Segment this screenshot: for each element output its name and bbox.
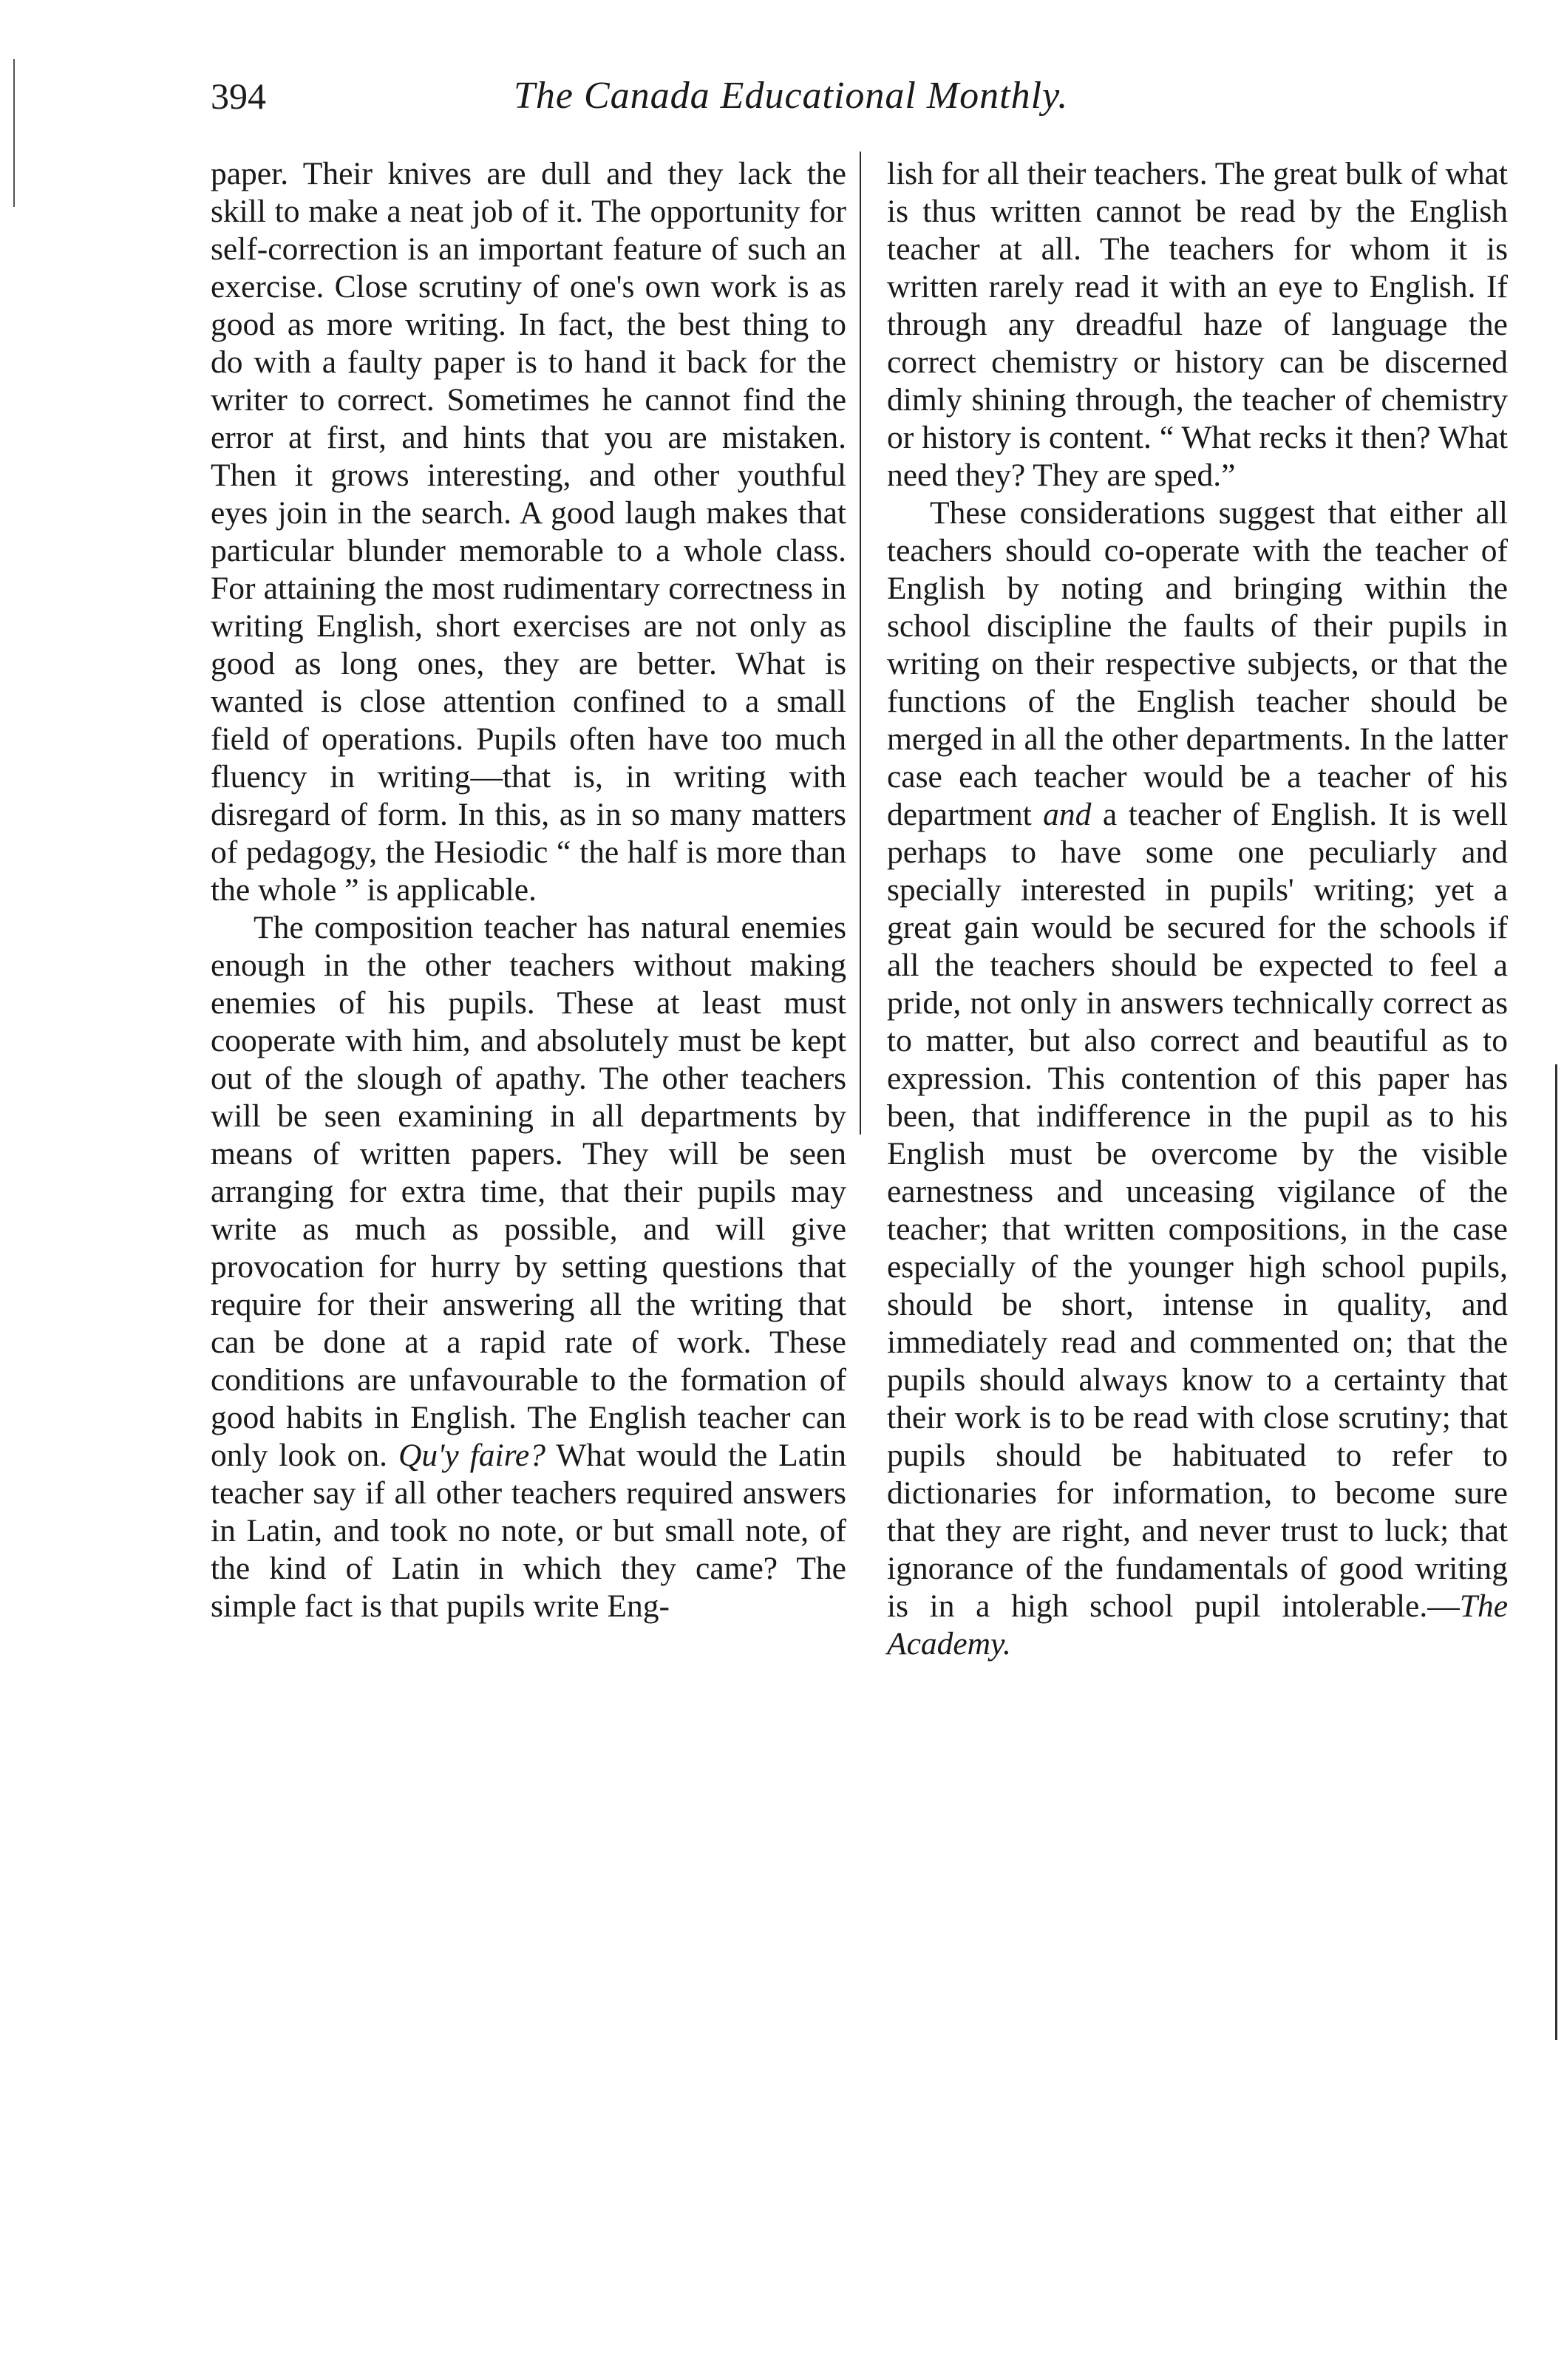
right-paragraph-2 bbox=[887, 494, 1508, 1663]
right-paragraph-1-text: lish for all their teachers. The great bulk of what is thus written cannot be read by the English teacher at all. The teachers for whom it is written rarely read it with an eye to English. If through any dreadful haze of language the correct chemistry or history can be discerned dimly shining through, the teacher of chemistry or history is content. “ What recks it then? What need they? They are sped.” bbox=[887, 156, 1508, 493]
scan-edge-mark-right bbox=[1555, 1064, 1557, 2040]
right-paragraph-2-text-a: These considerations suggest that either all teachers should co-operate with the teacher of English by noting and bringing within the school discipline the faults of their pupils in writing on their respective subjects, or that the functions of the English teacher should be merged in all the other departments. In the latter case each teacher would be a teacher of his department bbox=[887, 495, 1508, 832]
left-paragraph-2-italic: Qu'y faire? bbox=[398, 1438, 545, 1473]
left-paragraph-2-text-a: The composition teacher has natural enemies enough in the other teachers without making enemies of his pupils. These at least must cooperate with him, and absolutely must be kept out of the slough of apathy. The other teachers will be seen examining in all departments by means of written papers. They will be seen arranging for extra time, that their pupils may write as much as possible, and will give provocation for hurry by setting questions that require for their answering all the writing that can be done at a rapid rate of work. These conditions are unfavourable to the formation of good habits in English. The English teacher can only look on. bbox=[211, 910, 846, 1473]
left-paragraph-1-text: paper. Their knives are dull and they lack the skill to make a neat job of it. The opportunity for self-correction is an important feature of such an exercise. Close scrutiny of one's own work is as good as more writing. In fact, the best thing to do with a faulty paper is to hand it back for the writer to correct. Sometimes he cannot find the error at first, and hints that you are mistaken. Then it grows interesting, and other youthful eyes join in the search. A good laugh makes that particular blunder memorable to a whole class. For attaining the most rudimentary correctness in writing English, short exercises are not only as good as long ones, they are better. What is wanted is close attention confined to a small field of operations. Pupils often have too much fluency in writing—that is, in writing with disregard of form. In this, as in so many matters of pedagogy, the Hesiodic “ the half is more than the whole ” is applicable. bbox=[211, 156, 846, 908]
right-paragraph-2-italic: and bbox=[1043, 797, 1092, 832]
source-attribution: The Academy. bbox=[887, 1588, 1508, 1662]
right-paragraph-1 bbox=[887, 155, 1508, 494]
left-column bbox=[211, 155, 846, 1625]
page-number: 394 bbox=[211, 75, 266, 117]
scan-edge-mark-left bbox=[13, 59, 15, 207]
running-title: The Canada Educational Monthly. bbox=[514, 75, 1069, 117]
left-paragraph-2 bbox=[211, 909, 846, 1625]
running-header bbox=[211, 63, 1201, 129]
left-paragraph-1 bbox=[211, 155, 846, 909]
left-paragraph-2-text-b: What would the Latin teacher say if all other teachers required answers in Latin, and took no note, or but small note, of the kind of Latin in which they came? The simple fact is that pupils write Eng- bbox=[211, 1438, 846, 1624]
right-column bbox=[887, 155, 1508, 1663]
column-divider bbox=[860, 152, 861, 1135]
right-paragraph-2-text-b: a teacher of English. It is well perhaps to have some one peculiarly and specially interested in pupils' writing; yet a great gain would be secured for the schools if all the teachers should be expected to feel a pride, not only in answers technically correct as to matter, but also correct and beautiful as to expression. This contention of this paper has been, that indifference in the pupil as to his English must be overcome by the visible earnestness and unceasing vigilance of the teacher; that written compositions, in the case especially of the younger high school pupils, should be short, intense in quality, and immediately read and commented on; that the pupils should always know to a certainty that their work is to be read with close scrutiny; that pupils should be habituated to refer to dictionaries for information, to become sure that they are right, and never trust to luck; that ignorance of the fundamentals of good writing is in a high school pupil intolerable.— bbox=[887, 797, 1509, 1624]
